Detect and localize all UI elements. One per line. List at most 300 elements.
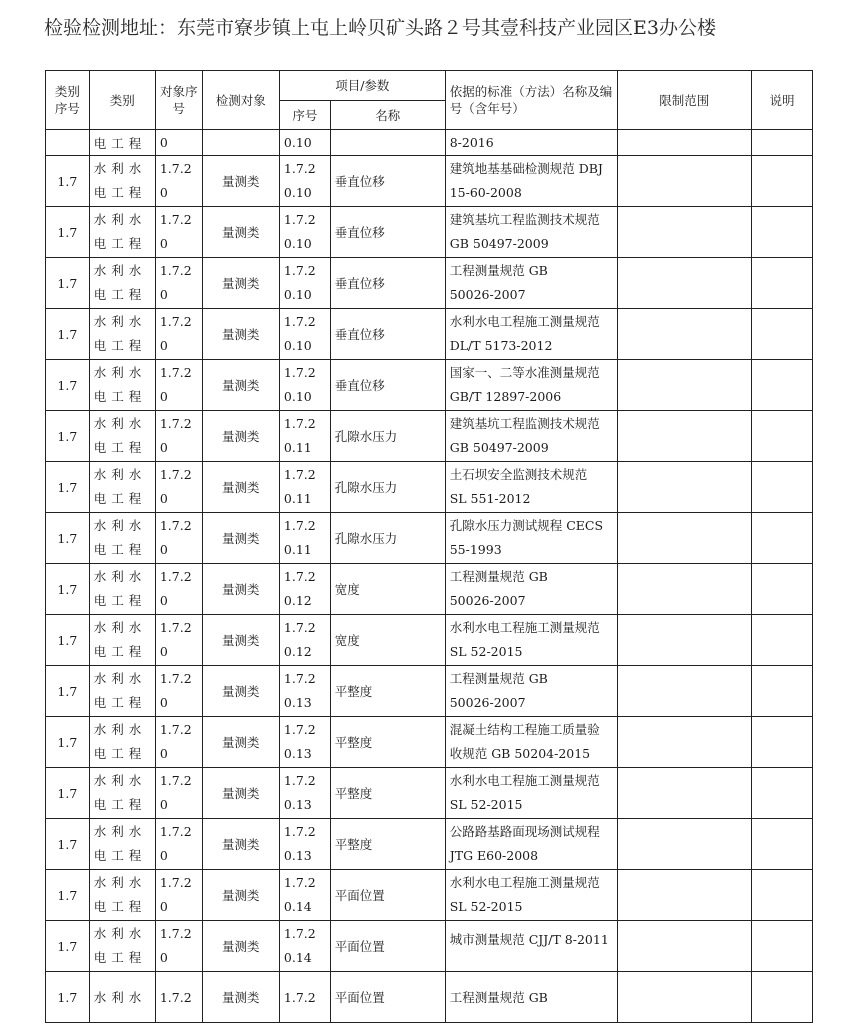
param-no-cell: [279, 130, 330, 156]
object-cell: 量测类: [202, 156, 279, 207]
object-no-cell-line: 1.7.2: [159, 874, 192, 890]
standard-cell: [445, 615, 617, 666]
param-name-cell: 垂直位移: [330, 258, 445, 309]
category-no-cell: 1.7: [46, 360, 90, 411]
standard-cell-line: 公路路基路面现场测试规程: [449, 823, 600, 839]
category-no-cell: 1.7: [46, 156, 90, 207]
object-cell: 量测类: [202, 309, 279, 360]
standard-cell-line: 水利水电工程施工测量规范: [449, 772, 600, 788]
note-cell: [751, 972, 812, 1023]
table-row: [46, 870, 813, 921]
standard-cell-line: GB/T 12897-2006: [449, 389, 562, 405]
param-name-cell: 孔隙水压力: [330, 513, 445, 564]
param-no-cell-line: 0.13: [283, 695, 312, 711]
param-no-cell: [279, 921, 330, 972]
standard-cell: [445, 130, 617, 156]
standard-cell-line: 50026-2007: [449, 593, 526, 609]
category-no-cell: 1.7: [46, 870, 90, 921]
table-row: [46, 615, 813, 666]
category-cell-line: 水利水: [93, 772, 147, 788]
standard-cell: [445, 462, 617, 513]
object-no-cell-line: 1.7.2: [159, 670, 192, 686]
object-no-cell-line: 0: [159, 797, 168, 813]
object-no-cell: [155, 513, 202, 564]
object-no-cell: [155, 564, 202, 615]
param-no-cell: [279, 411, 330, 462]
param-no-cell-line: 0.12: [283, 644, 312, 660]
category-cell: [89, 819, 155, 870]
limit-cell: [617, 921, 751, 972]
object-no-cell-line: 0: [159, 135, 168, 150]
param-no-cell-line: 1.7.2: [283, 874, 316, 890]
object-cell: 量测类: [202, 819, 279, 870]
object-cell: 量测类: [202, 870, 279, 921]
standard-cell-line: 50026-2007: [449, 695, 526, 711]
param-no-cell-line: 1.7.2: [283, 415, 316, 431]
category-cell-line: 水利水: [93, 364, 147, 380]
param-no-cell-line: 1.7.2: [283, 160, 316, 176]
object-no-cell: [155, 462, 202, 513]
note-cell: [751, 717, 812, 768]
param-name-cell: 宽度: [330, 615, 445, 666]
param-name-cell: 垂直位移: [330, 309, 445, 360]
object-cell: 量测类: [202, 717, 279, 768]
object-cell: 量测类: [202, 666, 279, 717]
param-no-cell-line: 0.13: [283, 848, 312, 864]
category-cell-line: 水利水: [93, 517, 147, 533]
param-no-cell: [279, 309, 330, 360]
param-no-cell-line: 0.14: [283, 950, 312, 966]
category-cell-line: 电工程: [93, 848, 147, 864]
param-no-cell-line: 1.7.2: [283, 517, 316, 533]
object-no-cell-line: 0: [159, 440, 168, 456]
param-no-cell-line: 1.7.2: [283, 619, 316, 635]
category-cell: [89, 207, 155, 258]
standard-cell: [445, 258, 617, 309]
standard-cell-line: 混凝土结构工程施工质量验: [449, 721, 600, 737]
standard-cell: [445, 513, 617, 564]
category-cell: [89, 666, 155, 717]
category-cell-line: 电工程: [93, 644, 147, 660]
object-cell: 量测类: [202, 207, 279, 258]
standard-cell: [445, 411, 617, 462]
category-cell-line: 电工程: [93, 185, 147, 201]
category-cell-line: 电工程: [93, 287, 147, 303]
standard-cell: [445, 921, 617, 972]
category-cell: [89, 156, 155, 207]
object-no-cell-line: 1.7.2: [159, 211, 192, 227]
standard-cell-line: 建筑地基基础检测规范 DBJ: [449, 160, 603, 176]
category-cell-line: 水利水: [93, 211, 147, 227]
note-cell: [751, 870, 812, 921]
standard-cell-line: 城市测量规范 CJJ/T 8-2011: [449, 931, 609, 947]
category-cell-line: 电工程: [93, 389, 147, 405]
standard-cell-line: SL 551-2012: [449, 491, 531, 507]
object-no-cell: [155, 615, 202, 666]
header-limit: 限制范围: [617, 71, 751, 130]
header-object: 检测对象: [202, 71, 279, 130]
category-cell-line: 水利水: [93, 160, 147, 176]
object-no-cell: [155, 666, 202, 717]
param-name-cell: 平面位置: [330, 870, 445, 921]
param-no-cell: [279, 156, 330, 207]
table-row: [46, 819, 813, 870]
note-cell: [751, 513, 812, 564]
category-cell-line: 电工程: [93, 746, 147, 762]
standard-cell-line: GB 50497-2009: [449, 440, 549, 456]
standard-cell-line: 建筑基坑工程监测技术规范: [449, 211, 600, 227]
note-cell: [751, 156, 812, 207]
note-cell: [751, 615, 812, 666]
limit-cell: [617, 513, 751, 564]
category-cell: [89, 513, 155, 564]
object-cell: [202, 130, 279, 156]
category-cell-line: 电工程: [93, 491, 147, 507]
param-name-cell: 垂直位移: [330, 156, 445, 207]
object-cell: 量测类: [202, 360, 279, 411]
table-row: [46, 360, 813, 411]
note-cell: [751, 360, 812, 411]
note-cell: [751, 768, 812, 819]
standard-cell-line: 工程测量规范 GB: [449, 262, 548, 278]
object-no-cell: [155, 360, 202, 411]
param-name-cell: 平面位置: [330, 921, 445, 972]
param-no-cell-line: 0.13: [283, 797, 312, 813]
param-no-cell-line: 0.11: [283, 491, 312, 507]
standard-cell-line: GB 50497-2009: [449, 236, 549, 252]
standard-cell-line: 工程测量规范 GB: [449, 670, 548, 686]
limit-cell: [617, 564, 751, 615]
param-no-cell-line: 1.7.2: [283, 925, 316, 941]
param-no-cell: [279, 870, 330, 921]
standard-cell: [445, 207, 617, 258]
param-no-cell: [279, 462, 330, 513]
category-cell-line: 水利水: [93, 415, 147, 431]
object-no-cell: [155, 921, 202, 972]
param-no-cell: [279, 717, 330, 768]
note-cell: [751, 258, 812, 309]
object-no-cell-line: 0: [159, 185, 168, 201]
object-no-cell-line: 0: [159, 542, 168, 558]
param-no-cell-line: 0.10: [283, 338, 312, 354]
param-no-cell-line: 1.7.2: [283, 823, 316, 839]
standard-cell-line: 水利水电工程施工测量规范: [449, 313, 600, 329]
category-cell-line: 水利水: [93, 262, 147, 278]
object-cell: 量测类: [202, 921, 279, 972]
param-no-cell-line: 0.11: [283, 440, 312, 456]
note-cell: [751, 130, 812, 156]
param-no-cell-line: 0.10: [283, 236, 312, 252]
standard-cell-line: JTG E60-2008: [449, 848, 539, 864]
category-cell-line: 电工程: [93, 338, 147, 354]
object-no-cell: [155, 130, 202, 156]
category-no-cell: 1.7: [46, 411, 90, 462]
limit-cell: [617, 819, 751, 870]
limit-cell: [617, 309, 751, 360]
standard-cell-line: SL 52-2015: [449, 899, 523, 915]
param-no-cell-line: 0.10: [283, 389, 312, 405]
category-cell: [89, 615, 155, 666]
param-name-cell: 宽度: [330, 564, 445, 615]
category-no-cell: 1.7: [46, 513, 90, 564]
category-cell: [89, 258, 155, 309]
accreditation-table: [45, 70, 813, 1023]
standard-cell-line: DL/T 5173-2012: [449, 338, 553, 354]
category-cell-line: 水利水: [93, 874, 147, 890]
note-cell: [751, 564, 812, 615]
standard-cell: [445, 819, 617, 870]
object-no-cell: [155, 309, 202, 360]
standard-cell-line: 工程测量规范 GB: [449, 990, 548, 1005]
object-no-cell-line: 1.7.2: [159, 989, 192, 1005]
limit-cell: [617, 258, 751, 309]
standard-cell: [445, 360, 617, 411]
category-no-cell: 1.7: [46, 258, 90, 309]
object-no-cell-line: 0: [159, 236, 168, 252]
header-param-group: 项目/参数: [279, 71, 445, 101]
param-no-cell-line: 0.10: [283, 135, 312, 150]
standard-cell-line: 收规范 GB 50204-2015: [449, 746, 591, 762]
category-cell-line: 水利水: [93, 568, 147, 584]
standard-cell: [445, 309, 617, 360]
object-cell: 量测类: [202, 258, 279, 309]
object-no-cell: [155, 207, 202, 258]
category-cell: [89, 462, 155, 513]
object-cell: 量测类: [202, 564, 279, 615]
category-cell-line: 电工程: [93, 797, 147, 813]
object-cell: 量测类: [202, 615, 279, 666]
object-no-cell-line: 0: [159, 848, 168, 864]
standard-cell-line: 孔隙水压力测试规程 CECS: [449, 517, 604, 533]
object-no-cell-line: 1.7.2: [159, 823, 192, 839]
standard-cell-line: 55-1993: [449, 542, 502, 558]
standard-cell-line: 建筑基坑工程监测技术规范: [449, 415, 600, 431]
limit-cell: [617, 615, 751, 666]
table-row: [46, 768, 813, 819]
table-body: [46, 130, 813, 1023]
table-row: [46, 717, 813, 768]
note-cell: [751, 666, 812, 717]
standard-cell-line: 水利水电工程施工测量规范: [449, 874, 600, 890]
param-no-cell-line: 1.7.2: [283, 313, 316, 329]
object-no-cell-line: 0: [159, 593, 168, 609]
category-cell-line: 电工程: [93, 899, 147, 915]
standard-cell-line: 50026-2007: [449, 287, 526, 303]
param-name-cell: 平整度: [330, 768, 445, 819]
param-no-cell: [279, 819, 330, 870]
object-no-cell-line: 1.7.2: [159, 466, 192, 482]
table-row: [46, 564, 813, 615]
param-no-cell-line: 0.14: [283, 899, 312, 915]
object-no-cell-line: 0: [159, 695, 168, 711]
note-cell: [751, 819, 812, 870]
param-no-cell: [279, 768, 330, 819]
table-row: [46, 156, 813, 207]
param-no-cell: [279, 564, 330, 615]
param-name-cell: [330, 130, 445, 156]
header-category: 类别: [89, 71, 155, 130]
limit-cell: [617, 156, 751, 207]
param-name-cell: 平整度: [330, 819, 445, 870]
object-no-cell-line: 1.7.2: [159, 364, 192, 380]
category-cell: [89, 130, 155, 156]
param-no-cell: [279, 513, 330, 564]
param-no-cell-line: 1.7.2: [283, 262, 316, 278]
standard-cell-line: SL 52-2015: [449, 644, 523, 660]
table-row: [46, 666, 813, 717]
category-cell: [89, 309, 155, 360]
standard-cell: [445, 564, 617, 615]
limit-cell: [617, 411, 751, 462]
object-no-cell-line: 0: [159, 746, 168, 762]
param-name-cell: 垂直位移: [330, 360, 445, 411]
table-row: [46, 130, 813, 156]
object-no-cell-line: 1.7.2: [159, 721, 192, 737]
object-cell: 量测类: [202, 462, 279, 513]
param-name-cell: 平面位置: [330, 972, 445, 1023]
object-no-cell-line: 1.7.2: [159, 262, 192, 278]
param-no-cell: [279, 666, 330, 717]
category-no-cell: 1.7: [46, 972, 90, 1023]
table-row: [46, 309, 813, 360]
param-no-cell-line: 1.7.2: [283, 466, 316, 482]
object-no-cell: [155, 717, 202, 768]
object-no-cell-line: 0: [159, 950, 168, 966]
category-cell-line: 水利水: [93, 990, 147, 1005]
param-no-cell-line: 0.12: [283, 593, 312, 609]
category-cell-line: 电工程: [93, 950, 147, 966]
table-row: [46, 513, 813, 564]
category-cell: [89, 360, 155, 411]
standard-cell: [445, 156, 617, 207]
category-no-cell: 1.7: [46, 717, 90, 768]
object-no-cell-line: 0: [159, 644, 168, 660]
standard-cell: [445, 768, 617, 819]
table-row: [46, 972, 813, 1023]
note-cell: [751, 921, 812, 972]
table-row: [46, 258, 813, 309]
category-cell-line: 水利水: [93, 670, 147, 686]
param-name-cell: 平整度: [330, 666, 445, 717]
object-no-cell: [155, 768, 202, 819]
param-no-cell: [279, 207, 330, 258]
category-cell: [89, 972, 155, 1023]
limit-cell: [617, 768, 751, 819]
object-no-cell-line: 1.7.2: [159, 415, 192, 431]
object-no-cell-line: 0: [159, 491, 168, 507]
standard-cell-line: 水利水电工程施工测量规范: [449, 619, 600, 635]
category-cell: [89, 921, 155, 972]
object-no-cell-line: 0: [159, 899, 168, 915]
limit-cell: [617, 717, 751, 768]
standard-cell: [445, 870, 617, 921]
object-no-cell: [155, 819, 202, 870]
category-cell: [89, 870, 155, 921]
param-no-cell-line: 0.10: [283, 287, 312, 303]
object-no-cell-line: 1.7.2: [159, 619, 192, 635]
category-cell-line: 电工程: [93, 695, 147, 711]
category-cell-line: 水利水: [93, 313, 147, 329]
object-no-cell: [155, 411, 202, 462]
param-no-cell-line: 0.11: [283, 542, 312, 558]
category-no-cell: 1.7: [46, 564, 90, 615]
param-name-cell: 平整度: [330, 717, 445, 768]
category-cell-line: 电工程: [93, 593, 147, 609]
category-no-cell: 1.7: [46, 615, 90, 666]
header-object-no: 对象序号: [155, 71, 202, 130]
param-no-cell-line: 0.13: [283, 746, 312, 762]
param-no-cell-line: 1.7.2: [283, 568, 316, 584]
note-cell: [751, 309, 812, 360]
param-no-cell: [279, 258, 330, 309]
param-no-cell: [279, 972, 330, 1023]
object-no-cell: [155, 156, 202, 207]
note-cell: [751, 411, 812, 462]
table-row: [46, 207, 813, 258]
category-cell-line: 水利水: [93, 721, 147, 737]
note-cell: [751, 462, 812, 513]
standard-cell-line: 土石坝安全监测技术规范: [449, 466, 588, 482]
limit-cell: [617, 360, 751, 411]
object-no-cell: [155, 870, 202, 921]
object-no-cell: [155, 972, 202, 1023]
param-no-cell-line: 1.7.2: [283, 772, 316, 788]
category-no-cell: 1.7: [46, 819, 90, 870]
header-category-no: 类别序号: [46, 71, 90, 130]
object-no-cell-line: 1.7.2: [159, 925, 192, 941]
header-standard: 依据的标准（方法）名称及编号（含年号）: [445, 71, 617, 130]
param-no-cell-line: 0.10: [283, 185, 312, 201]
param-no-cell-line: 1.7.2: [283, 364, 316, 380]
standard-cell-line: SL 52-2015: [449, 797, 523, 813]
param-no-cell-line: 1.7.2: [283, 721, 316, 737]
object-no-cell-line: 0: [159, 389, 168, 405]
limit-cell: [617, 666, 751, 717]
category-no-cell: 1.7: [46, 462, 90, 513]
param-name-cell: 垂直位移: [330, 207, 445, 258]
limit-cell: [617, 972, 751, 1023]
object-no-cell-line: 1.7.2: [159, 568, 192, 584]
header-param-no: 序号: [279, 101, 330, 130]
limit-cell: [617, 870, 751, 921]
table-row: [46, 462, 813, 513]
standard-cell: [445, 666, 617, 717]
header-param-name: 名称: [330, 101, 445, 130]
object-no-cell-line: 1.7.2: [159, 313, 192, 329]
category-no-cell: 1.7: [46, 768, 90, 819]
limit-cell: [617, 462, 751, 513]
note-cell: [751, 207, 812, 258]
object-no-cell-line: 1.7.2: [159, 772, 192, 788]
category-cell-line: 水利水: [93, 823, 147, 839]
param-name-cell: 孔隙水压力: [330, 411, 445, 462]
standard-cell-line: 工程测量规范 GB: [449, 568, 548, 584]
standard-cell-line: 15-60-2008: [449, 185, 522, 201]
category-no-cell: 1.7: [46, 207, 90, 258]
table-row: [46, 921, 813, 972]
standard-cell: [445, 717, 617, 768]
table-row: [46, 411, 813, 462]
param-name-cell: 孔隙水压力: [330, 462, 445, 513]
page-title: 检验检测地址：东莞市寮步镇上屯上岭贝矿头路２号其壹科技产业园区E3办公楼: [44, 17, 716, 39]
category-cell: [89, 768, 155, 819]
param-no-cell-line: 1.7.2: [283, 989, 316, 1005]
category-no-cell: 1.7: [46, 666, 90, 717]
object-cell: 量测类: [202, 768, 279, 819]
object-no-cell-line: 0: [159, 338, 168, 354]
category-no-cell: 1.7: [46, 309, 90, 360]
object-cell: 量测类: [202, 972, 279, 1023]
